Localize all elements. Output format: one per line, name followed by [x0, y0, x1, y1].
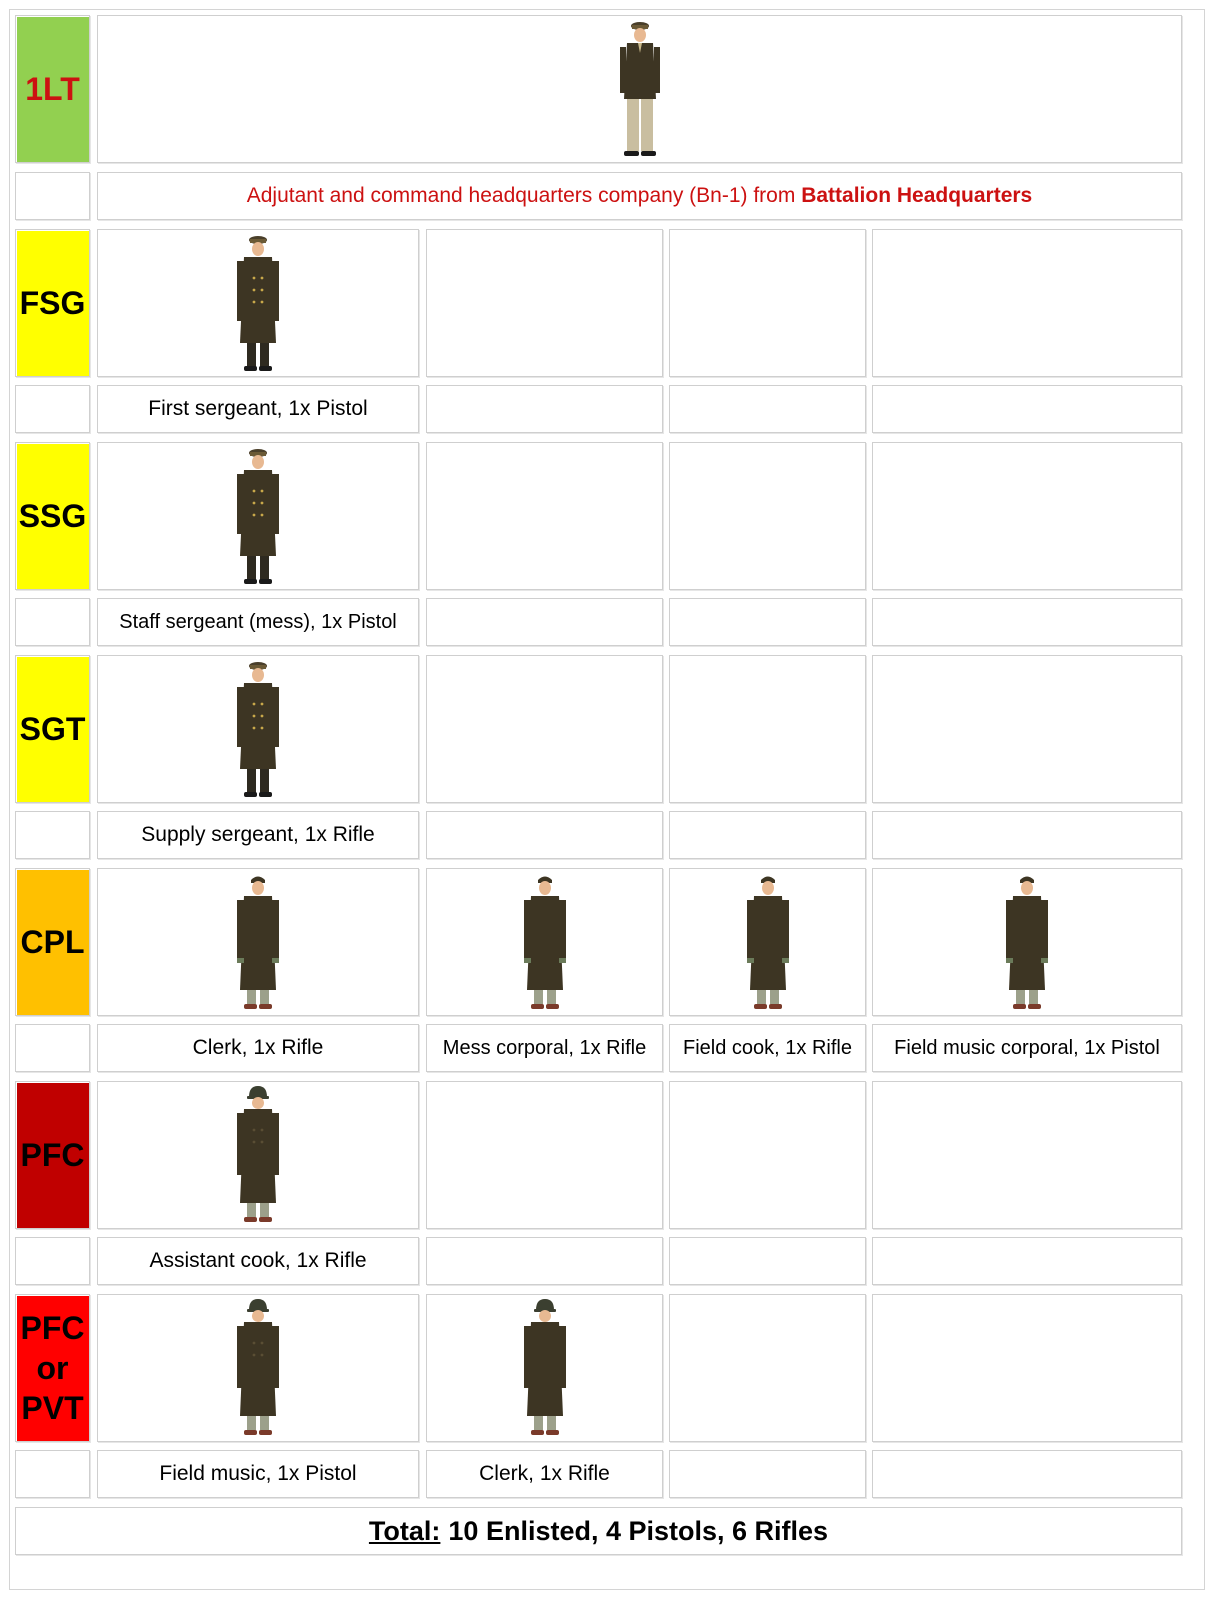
figure-cell-empty — [669, 1081, 866, 1229]
rank-label-line: or — [36, 1350, 69, 1386]
rank-label: CPL — [20, 924, 85, 960]
position-caption: Field cook, 1x Rifle — [669, 1024, 866, 1072]
total-label: Total: — [368, 1515, 441, 1546]
blank-rank-cell — [15, 1024, 90, 1072]
figure-cell-empty — [669, 229, 866, 377]
position-caption: First sergeant, 1x Pistol — [97, 385, 419, 433]
nco-figure-icon — [236, 659, 280, 799]
nco-figure-icon — [236, 233, 280, 373]
position-caption: Field music, 1x Pistol — [97, 1450, 419, 1498]
figure-cell-empty — [872, 1081, 1182, 1229]
helmet-figure-icon — [236, 1085, 280, 1225]
blank-rank-cell — [15, 172, 90, 220]
officer-figure-cell — [97, 15, 1182, 163]
position-caption: Staff sergeant (mess), 1x Pistol — [97, 598, 419, 646]
rank-label: PFC — [20, 1137, 85, 1173]
rank-cell-cpl — [15, 868, 90, 1016]
rank-label: SSG — [18, 498, 87, 534]
figure-cell-empty — [872, 655, 1182, 803]
position-caption: Clerk, 1x Rifle — [97, 1024, 419, 1072]
rank-label: 1LT — [25, 71, 80, 107]
position-caption — [669, 1450, 866, 1498]
figure-cell — [97, 868, 419, 1016]
figure-cell-empty — [426, 655, 663, 803]
figure-cell — [97, 442, 419, 590]
rank-label-line: PVT — [21, 1390, 84, 1426]
helmet-figure-icon — [523, 1298, 567, 1438]
position-caption — [669, 1237, 866, 1285]
figure-cell — [97, 655, 419, 803]
rank-label: FSG — [19, 285, 86, 321]
officer-figure-icon — [618, 19, 662, 159]
enlisted-figure-icon — [1005, 872, 1049, 1012]
battalion-hq-link[interactable]: Battalion Headquarters — [801, 184, 1033, 207]
figure-cell — [97, 1294, 419, 1442]
position-caption — [669, 385, 866, 433]
helmet-figure-icon — [236, 1298, 280, 1438]
position-caption — [872, 1450, 1182, 1498]
position-caption: Mess corporal, 1x Rifle — [426, 1024, 663, 1072]
position-caption — [426, 598, 663, 646]
enlisted-figure-icon — [523, 872, 567, 1012]
figure-cell — [97, 1081, 419, 1229]
figure-cell — [872, 868, 1182, 1016]
figure-cell-empty — [669, 1294, 866, 1442]
position-caption — [669, 811, 866, 859]
rank-cell-pfc-or-pvt — [15, 1294, 90, 1442]
rank-cell-1lt — [15, 15, 90, 163]
officer-note — [97, 172, 1182, 220]
blank-rank-cell — [15, 598, 90, 646]
figure-cell — [97, 229, 419, 377]
figure-cell-empty — [669, 655, 866, 803]
nco-figure-icon — [236, 446, 280, 586]
rank-label-line: PFC — [20, 1310, 85, 1346]
position-caption — [426, 1237, 663, 1285]
blank-rank-cell — [15, 811, 90, 859]
position-caption: Supply sergeant, 1x Rifle — [97, 811, 419, 859]
blank-rank-cell — [15, 1450, 90, 1498]
figure-cell-empty — [669, 442, 866, 590]
total-row — [15, 1507, 1182, 1555]
position-caption: Assistant cook, 1x Rifle — [97, 1237, 419, 1285]
officer-note-text: Adjutant and command headquarters company (Bn-1) from — [246, 184, 802, 207]
enlisted-figure-icon — [746, 872, 790, 1012]
figure-cell-empty — [872, 1294, 1182, 1442]
position-caption: Clerk, 1x Rifle — [426, 1450, 663, 1498]
rank-cell-fsg — [15, 229, 90, 377]
position-caption — [872, 811, 1182, 859]
position-caption — [426, 385, 663, 433]
figure-cell — [426, 868, 663, 1016]
total-value: 10 Enlisted, 4 Pistols, 6 Rifles — [448, 1515, 829, 1546]
figure-cell — [669, 868, 866, 1016]
blank-rank-cell — [15, 1237, 90, 1285]
position-caption — [872, 598, 1182, 646]
rank-cell-ssg — [15, 442, 90, 590]
rank-cell-pfc — [15, 1081, 90, 1229]
rank-cell-sgt — [15, 655, 90, 803]
blank-rank-cell — [15, 385, 90, 433]
figure-cell-empty — [426, 229, 663, 377]
rank-label: SGT — [19, 711, 86, 747]
figure-cell-empty — [426, 442, 663, 590]
figure-cell-empty — [872, 442, 1182, 590]
position-caption — [872, 1237, 1182, 1285]
enlisted-figure-icon — [236, 872, 280, 1012]
organization-chart — [9, 9, 1205, 1590]
figure-cell — [426, 1294, 663, 1442]
position-caption — [426, 811, 663, 859]
position-caption — [669, 598, 866, 646]
position-caption: Field music corporal, 1x Pistol — [872, 1024, 1182, 1072]
figure-cell-empty — [426, 1081, 663, 1229]
position-caption — [872, 385, 1182, 433]
figure-cell-empty — [872, 229, 1182, 377]
